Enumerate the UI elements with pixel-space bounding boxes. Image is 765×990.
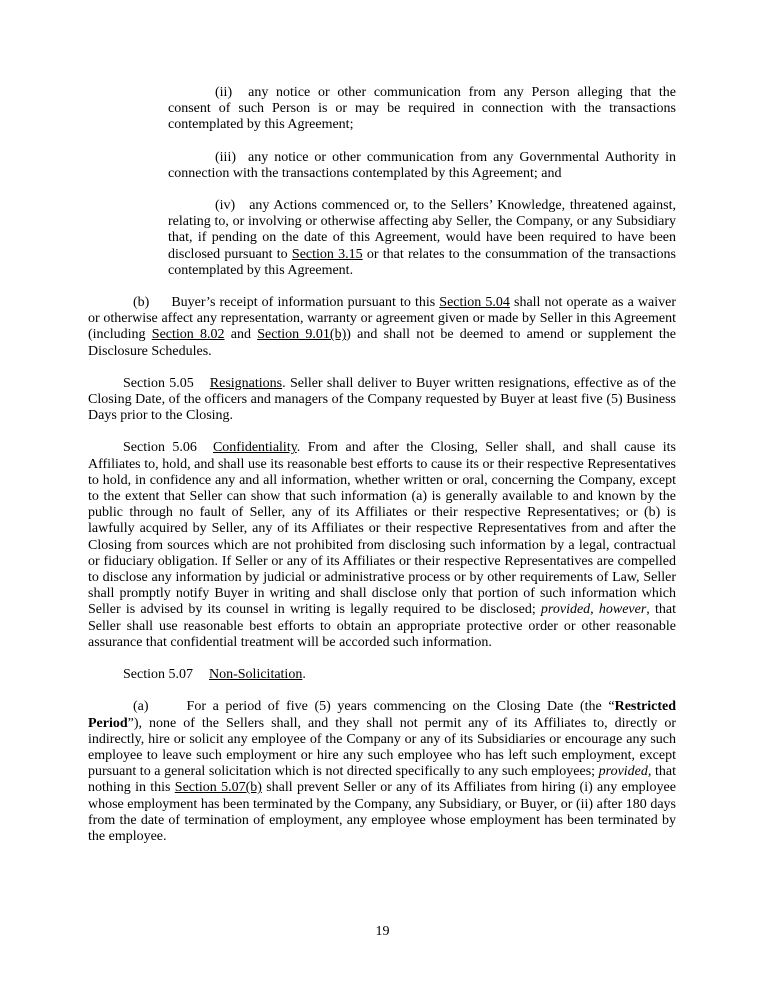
- section-reference: Non-Solicitation: [209, 667, 303, 683]
- text-run: ”), none of the Sellers shall, and they shall not permit any of its Affiliates to, directly or indirectly, hire or solicit any employee of the Company or any of its Subsidiaries or encourage any such employee to leave such employment or hire any such employee who has left such employment, except pursuant to a general solicitation which is not directed specifically to any such employees;: [88, 715, 676, 780]
- text-run: shall not operate as a waiver or otherwise affect any representation, warranty or agreement given or made by Seller in this Agreement (including: [88, 295, 677, 343]
- tab-space: [197, 450, 213, 451]
- text-run: . Seller shall deliver to Buyer written resignations, effective as of the Closing Date, of the officers and managers of the Company requested by Buyer at least five (5) Business Days prior to the Closing.: [88, 375, 676, 424]
- text-run: provided,: [598, 764, 652, 780]
- section-reference: Section 8.02: [151, 327, 225, 343]
- section-reference: Confidentiality: [212, 440, 297, 456]
- text-run: (a): [133, 699, 149, 715]
- paragraph: [88, 667, 676, 683]
- text-run: (iii): [215, 149, 236, 165]
- text-run: . From and after the Closing, Seller shall, and shall cause its Affiliates to, hold, and shall use its reasonable best efforts to cause its or their respective Representatives to hold, in confidence any and all information, whether written or oral, concerning the Company, except to the extent that Seller can show that such information (a) is generally available to and known by the public through no fault of Seller, any of its Affiliates or their respective Representatives; or (b) is lawfully acquired by Seller, any of its Affiliates or their respective Representatives from and after the Closing from sources which are not prohibited from disclosing such information by a legal, contractual or fiduciary obligation. If Seller or any of its Affiliates or their respective Representatives are compelled to disclose any information by judicial or administrative process or by other requirements of Law, Seller shall promptly notify Buyer in writing and shall disclose only that portion of such information which Seller is advised by its counsel in writing is legally required to be disclosed;: [88, 440, 676, 618]
- section-reference: Section 5.07(b): [174, 780, 262, 796]
- text-run: any notice or other communication from any Person alleging that the consent of such Person is or may be required in connection with the transactions contemplated by this Agreement;: [168, 85, 676, 133]
- text-run: Restricted Period: [88, 699, 676, 731]
- paragraph: [168, 198, 676, 279]
- paragraph: [88, 699, 676, 845]
- page-number: 19: [375, 924, 390, 939]
- tab-space: [149, 709, 187, 710]
- paragraph: [88, 295, 676, 360]
- text-run: any Actions commenced or, to the Sellers’ Knowledge, threatened against, relating to, or involving or otherwise affecting aby Seller, the Company, or any Subsidiary that, if pending on the date of this Agreement, would have been required to have been disclosed pursuant to: [168, 198, 676, 262]
- text-run: Buyer’s receipt of information pursuant to this: [171, 295, 440, 311]
- tab-space: [236, 160, 248, 161]
- section-reference: Section 5.04: [439, 295, 510, 311]
- tab-space: [194, 386, 210, 387]
- text-run: Section 5.05: [123, 375, 194, 391]
- section-reference: Resignations: [209, 375, 283, 391]
- tab-space: [232, 95, 248, 96]
- section-reference: Section 3.15: [291, 246, 363, 262]
- text-run: Section 5.07: [123, 667, 193, 683]
- section-reference: Section 9.01(b): [257, 327, 347, 343]
- text-run: that nothing in this: [88, 764, 676, 796]
- text-run: ) and shall not be deemed to amend or supplement the Disclosure Schedules.: [88, 327, 676, 359]
- text-run: For a period of five (5) years commencing on the Closing Date (the “: [186, 699, 615, 715]
- text-run: provided, however: [540, 602, 647, 618]
- text-run: .: [302, 667, 306, 683]
- text-run: Section 5.06: [123, 440, 197, 456]
- text-run: (iv): [215, 198, 236, 214]
- document-body: [88, 85, 676, 861]
- text-run: , that Seller shall use reasonable best efforts to obtain an appropriate protective order or other reasonable assurance that confidential treatment will be accorded such information.: [88, 602, 676, 650]
- paragraph: [168, 150, 676, 182]
- paragraph: [88, 440, 676, 651]
- text-run: (ii): [215, 85, 233, 100]
- text-run: any notice or other communication from any Governmental Authority in connection with the transactions contemplated by this Agreement; and: [168, 149, 676, 181]
- tab-space: [149, 305, 171, 306]
- tab-space: [235, 208, 249, 209]
- tab-space: [193, 677, 209, 678]
- text-run: and: [224, 327, 258, 343]
- text-run: or that relates to the consummation of the transactions contemplated by this Agreement.: [168, 246, 677, 278]
- paragraph: [168, 85, 676, 134]
- text-run: (b): [133, 295, 150, 311]
- paragraph: [88, 376, 676, 425]
- text-run: shall prevent Seller or any of its Affiliates from hiring (i) any employee whose employment has been terminated by the Company, any Subsidiary, or Buyer, or (ii) after 180 days from the date of termination of employment, any employee whose employment has been terminated by the employee.: [88, 780, 676, 844]
